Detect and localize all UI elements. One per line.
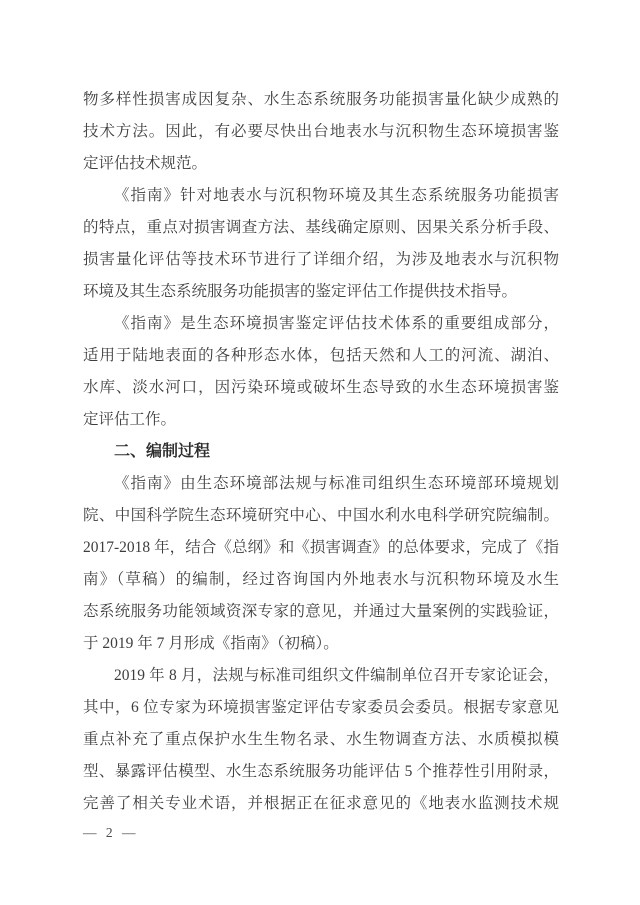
document-body — [83, 84, 559, 820]
text-line: 的特点，重点对损害调查方法、基线确定原则、因果关系分析手段、 — [83, 219, 559, 236]
text-line: 水库、淡水河口，因污染环境或破坏生态导致的水生态环境损害鉴 — [83, 379, 559, 396]
text-line: 《指南》针对地表水与沉积物环境及其生态系统服务功能损害 — [114, 187, 559, 204]
text-line: 态系统服务功能领域资深专家的意见，并通过大量案例的实践验证， — [83, 603, 559, 620]
text-line: 型、暴露评估模型、水生态系统服务功能评估 5 个推荐性引用附录， — [83, 763, 559, 780]
text-line: 定评估技术规范。 — [83, 155, 208, 172]
text-line: 于 2019 年 7 月形成《指南》（初稿）。 — [83, 635, 339, 652]
page-number: — 2 — — [83, 825, 139, 840]
text-line: 损害量化评估等技术环节进行了详细介绍，为涉及地表水与沉积物 — [83, 251, 559, 268]
text-line: 其中，6 位专家为环境损害鉴定评估专家委员会委员。根据专家意见 — [83, 699, 559, 716]
text-line: 2019 年 8 月，法规与标准司组织文件编制单位召开专家论证会， — [114, 667, 559, 684]
text-line: 南》（草稿）的编制，经过咨询国内外地表水与沉积物环境及水生 — [83, 571, 559, 588]
text-line: 适用于陆地表面的各种形态水体，包括天然和人工的河流、湖泊、 — [83, 347, 559, 364]
text-line: 定评估工作。 — [83, 411, 177, 428]
text-line: 2017-2018 年，结合《总纲》和《损害调查》的总体要求，完成了《指 — [83, 539, 559, 556]
text-line: 重点补充了重点保护水生生物名录、水生物调查方法、水质模拟模 — [83, 731, 559, 748]
text-line: 技术方法。因此，有必要尽快出台地表水与沉积物生态环境损害鉴 — [83, 123, 559, 140]
text-line: 院、中国科学院生态环境研究中心、中国水利水电科学研究院编制。 — [83, 507, 559, 524]
text-line: 《指南》是生态环境损害鉴定评估技术体系的重要组成部分， — [114, 315, 559, 332]
text-line: 物多样性损害成因复杂、水生态系统服务功能损害量化缺少成熟的 — [83, 91, 559, 108]
text-line: 环境及其生态系统服务功能损害的鉴定评估工作提供技术指导。 — [83, 283, 518, 300]
section-heading: 二、编制过程 — [114, 443, 211, 460]
text-line: 完善了相关专业术语，并根据正在征求意见的《地表水监测技术规 — [83, 795, 559, 812]
text-line: 《指南》由生态环境部法规与标准司组织生态环境部环境规划 — [114, 475, 559, 492]
